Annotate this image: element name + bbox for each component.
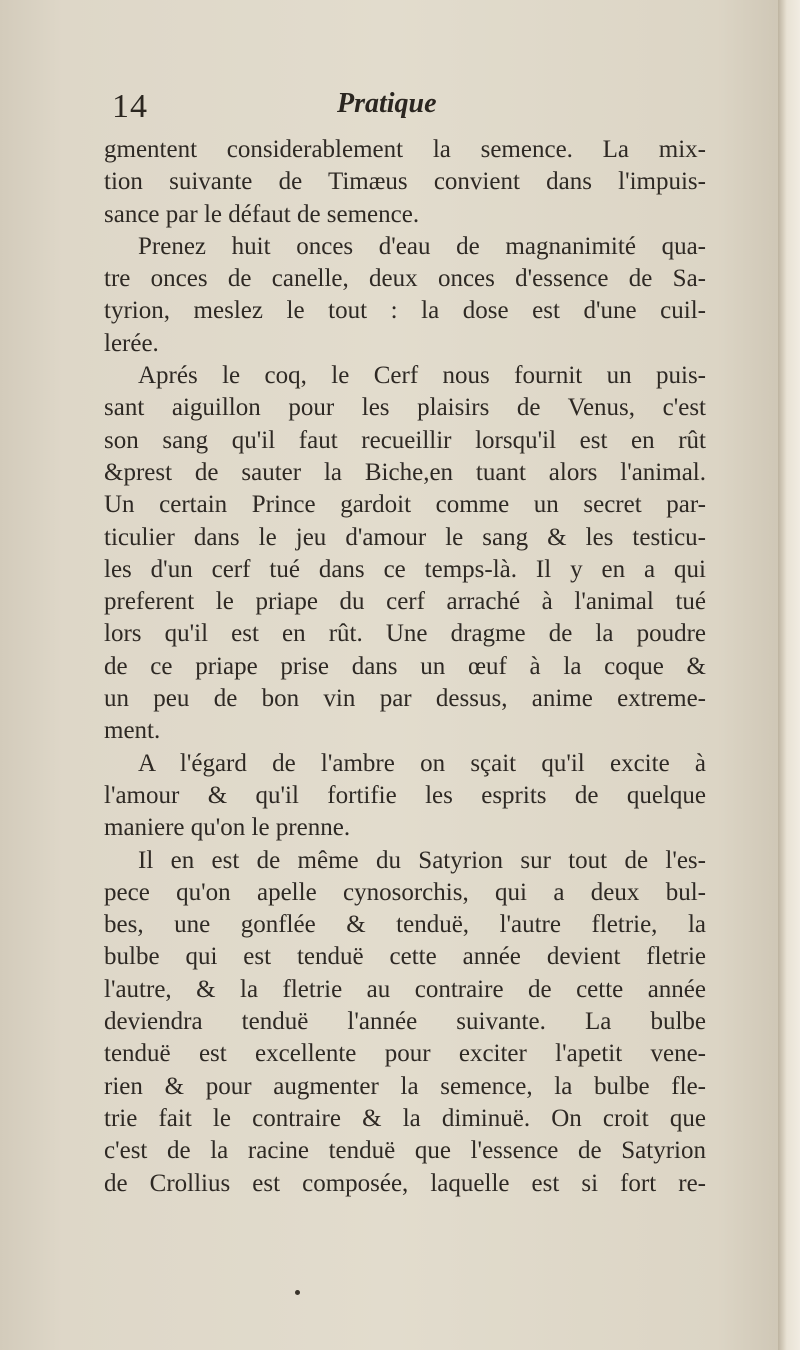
text-line: Un certain Prince gardoit comme un secret par-: [104, 491, 706, 519]
page-header: [112, 88, 712, 128]
text-line: tyrion, meslez le tout : la dose est d'une cuil-: [104, 297, 706, 325]
text-line: l'amour & qu'il fortifie les esprits de quelque: [104, 781, 706, 809]
text-line: &prest de sauter la Biche,en tuant alors l'animal.: [104, 458, 706, 486]
text-line: rien & pour augmenter la semence, la bulbe fle-: [104, 1072, 706, 1100]
paragraph-start: Aprés le coq, le Cerf nous fournit un puis-: [138, 362, 706, 390]
text-line: tre onces de canelle, deux onces d'essence de Sa-: [104, 265, 706, 293]
text-line: bulbe qui est tenduë cette année devient fletrie: [104, 943, 706, 971]
text-line: deviendra tenduë l'année suivante. La bulbe: [104, 1008, 706, 1036]
text-line: pece qu'on apelle cynosorchis, qui a deux bul-: [104, 878, 706, 906]
paragraph-start: A l'égard de l'ambre on sçait qu'il excite à: [138, 749, 706, 777]
paragraph-start: Prenez huit onces d'eau de magnanimité qua-: [138, 232, 706, 260]
text-line: de Crollius est composée, laquelle est si fort re-: [104, 1169, 706, 1197]
text-line: trie fait le contraire & la diminuë. On croit que: [104, 1104, 706, 1132]
paragraph-start: Il en est de même du Satyrion sur tout de l'es-: [138, 846, 706, 874]
text-line: un peu de bon vin par dessus, anime extreme-: [104, 685, 706, 713]
signature-mark: [295, 1290, 300, 1295]
body-text: [104, 134, 706, 1200]
text-line: sant aiguillon pour les plaisirs de Venus, c'est: [104, 394, 706, 422]
text-line: maniere qu'on le prenne.: [104, 814, 351, 842]
text-line: c'est de la racine tenduë que l'essence de Satyrion: [104, 1137, 706, 1165]
text-line: l'autre, & la fletrie au contraire de cette année: [104, 975, 706, 1003]
text-line: lerée.: [104, 329, 159, 357]
text-line: bes, une gonflée & tenduë, l'autre fletrie, la: [104, 911, 706, 939]
text-line: son sang qu'il faut recueillir lorsqu'il est en rût: [104, 426, 706, 454]
running-head: Pratique: [337, 88, 437, 119]
text-line: preferent le priape du cerf arraché à l'animal tué: [104, 588, 706, 616]
text-line: les d'un cerf tué dans ce temps-là. Il y en a qui: [104, 555, 706, 583]
page-number: 14: [112, 88, 148, 125]
text-line: gmentent considerablement la semence. La mix-: [104, 136, 706, 163]
text-line: ticulier dans le jeu d'amour le sang & les testicu-: [104, 523, 706, 551]
text-line: tion suivante de Timæus convient dans l'impuis-: [104, 168, 706, 196]
text-line: tenduë est excellente pour exciter l'apetit vene-: [104, 1040, 706, 1068]
text-line: sance par le défaut de semence.: [104, 200, 420, 228]
text-line: de ce priape prise dans un œuf à la coque &: [104, 652, 706, 680]
text-line: lors qu'il est en rût. Une dragme de la poudre: [104, 620, 706, 648]
page-edge: [778, 0, 800, 1350]
text-line: ment.: [104, 717, 161, 745]
